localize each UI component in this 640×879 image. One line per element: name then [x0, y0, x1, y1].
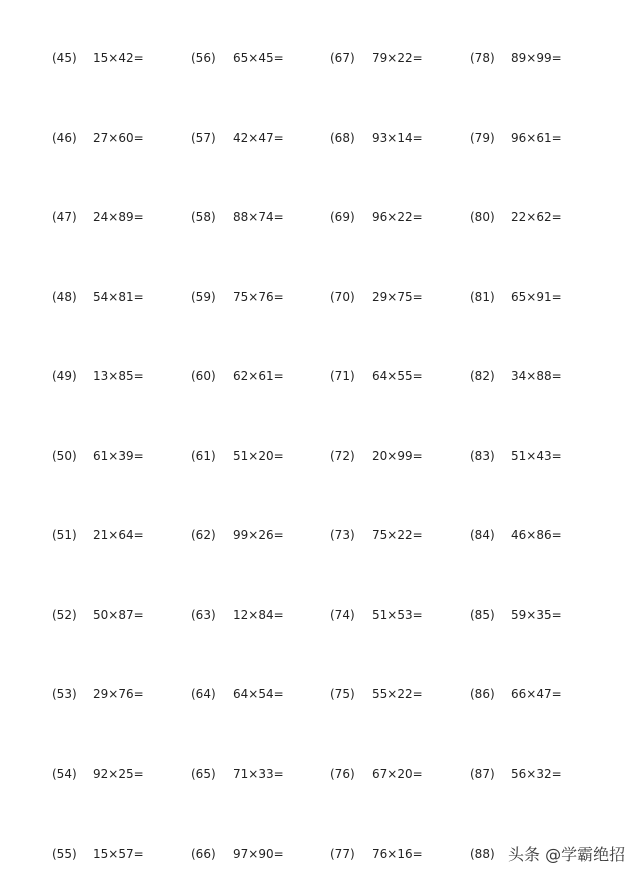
- problem-expression: 93×14=: [372, 131, 423, 145]
- problem-number: (66): [191, 847, 216, 861]
- problem-number: (45): [52, 51, 77, 65]
- problem-number: (52): [52, 608, 77, 622]
- problem-number: (46): [52, 131, 77, 145]
- problem-number: (77): [330, 847, 355, 861]
- problem-expression: 15×42=: [93, 51, 144, 65]
- problem-row: [0, 523, 640, 547]
- problem-number: (80): [470, 210, 495, 224]
- problem-expression: 64×55=: [372, 369, 423, 383]
- problem-number: (86): [470, 687, 495, 701]
- problem-row: [0, 603, 640, 627]
- problem-expression: 59×35=: [511, 608, 562, 622]
- problem-expression: 64×54=: [233, 687, 284, 701]
- problem-number: (65): [191, 767, 216, 781]
- problem-expression: 46×86=: [511, 528, 562, 542]
- problem-number: (83): [470, 449, 495, 463]
- problem-expression: 42×47=: [233, 131, 284, 145]
- problem-number: (79): [470, 131, 495, 145]
- problem-number: (48): [52, 290, 77, 304]
- problem-expression: 65×91=: [511, 290, 562, 304]
- problem-number: (87): [470, 767, 495, 781]
- problem-expression: 71×33=: [233, 767, 284, 781]
- problem-expression: 12×84=: [233, 608, 284, 622]
- problem-number: (51): [52, 528, 77, 542]
- problem-row: [0, 126, 640, 150]
- problem-number: (62): [191, 528, 216, 542]
- problem-number: (76): [330, 767, 355, 781]
- problem-number: (58): [191, 210, 216, 224]
- problem-expression: 24×89=: [93, 210, 144, 224]
- problem-number: (82): [470, 369, 495, 383]
- problem-expression: 21×64=: [93, 528, 144, 542]
- problem-number: (57): [191, 131, 216, 145]
- problem-number: (55): [52, 847, 77, 861]
- watermark-text: 头条 @学霸绝招: [508, 845, 626, 864]
- problem-number: (71): [330, 369, 355, 383]
- problem-expression: 34×88=: [511, 369, 562, 383]
- problem-number: (61): [191, 449, 216, 463]
- problem-expression: 61×39=: [93, 449, 144, 463]
- problem-expression: 75×76=: [233, 290, 284, 304]
- problem-number: (75): [330, 687, 355, 701]
- problem-expression: 54×81=: [93, 290, 144, 304]
- problem-number: (85): [470, 608, 495, 622]
- problem-number: (63): [191, 608, 216, 622]
- problem-number: (70): [330, 290, 355, 304]
- problem-number: (88): [470, 847, 495, 861]
- problem-number: (73): [330, 528, 355, 542]
- problem-row: [0, 285, 640, 309]
- problem-expression: 13×85=: [93, 369, 144, 383]
- problem-number: (68): [330, 131, 355, 145]
- problem-expression: 62×61=: [233, 369, 284, 383]
- problem-row: [0, 444, 640, 468]
- problem-number: (50): [52, 449, 77, 463]
- problem-expression: 96×61=: [511, 131, 562, 145]
- problem-expression: 75×22=: [372, 528, 423, 542]
- problem-expression: 76×16=: [372, 847, 423, 861]
- problem-number: (69): [330, 210, 355, 224]
- problem-expression: 50×87=: [93, 608, 144, 622]
- problem-number: (53): [52, 687, 77, 701]
- problem-expression: 96×22=: [372, 210, 423, 224]
- problem-row: [0, 205, 640, 229]
- problem-expression: 55×22=: [372, 687, 423, 701]
- problem-expression: 99×26=: [233, 528, 284, 542]
- problem-row: [0, 762, 640, 786]
- problem-number: (59): [191, 290, 216, 304]
- problem-expression: 65×45=: [233, 51, 284, 65]
- problem-number: (64): [191, 687, 216, 701]
- problem-number: (60): [191, 369, 216, 383]
- problem-expression: 29×75=: [372, 290, 423, 304]
- problem-expression: 20×99=: [372, 449, 423, 463]
- problem-row: [0, 46, 640, 70]
- problem-expression: 66×47=: [511, 687, 562, 701]
- problem-number: (47): [52, 210, 77, 224]
- problem-expression: 89×99=: [511, 51, 562, 65]
- problem-number: (81): [470, 290, 495, 304]
- problem-expression: 92×25=: [93, 767, 144, 781]
- problem-expression: 15×57=: [93, 847, 144, 861]
- problem-number: (84): [470, 528, 495, 542]
- problem-expression: 51×20=: [233, 449, 284, 463]
- problem-expression: 97×90=: [233, 847, 284, 861]
- problem-number: (67): [330, 51, 355, 65]
- problem-row: [0, 364, 640, 388]
- problem-expression: 51×43=: [511, 449, 562, 463]
- problem-expression: 29×76=: [93, 687, 144, 701]
- problem-number: (49): [52, 369, 77, 383]
- problem-row: [0, 682, 640, 706]
- problem-expression: 56×32=: [511, 767, 562, 781]
- problem-expression: 27×60=: [93, 131, 144, 145]
- problem-expression: 51×53=: [372, 608, 423, 622]
- problem-number: (74): [330, 608, 355, 622]
- problem-number: (54): [52, 767, 77, 781]
- problem-expression: 79×22=: [372, 51, 423, 65]
- problem-expression: 67×20=: [372, 767, 423, 781]
- problem-expression: 22×62=: [511, 210, 562, 224]
- problem-number: (78): [470, 51, 495, 65]
- problem-expression: 88×74=: [233, 210, 284, 224]
- problem-number: (56): [191, 51, 216, 65]
- problem-number: (72): [330, 449, 355, 463]
